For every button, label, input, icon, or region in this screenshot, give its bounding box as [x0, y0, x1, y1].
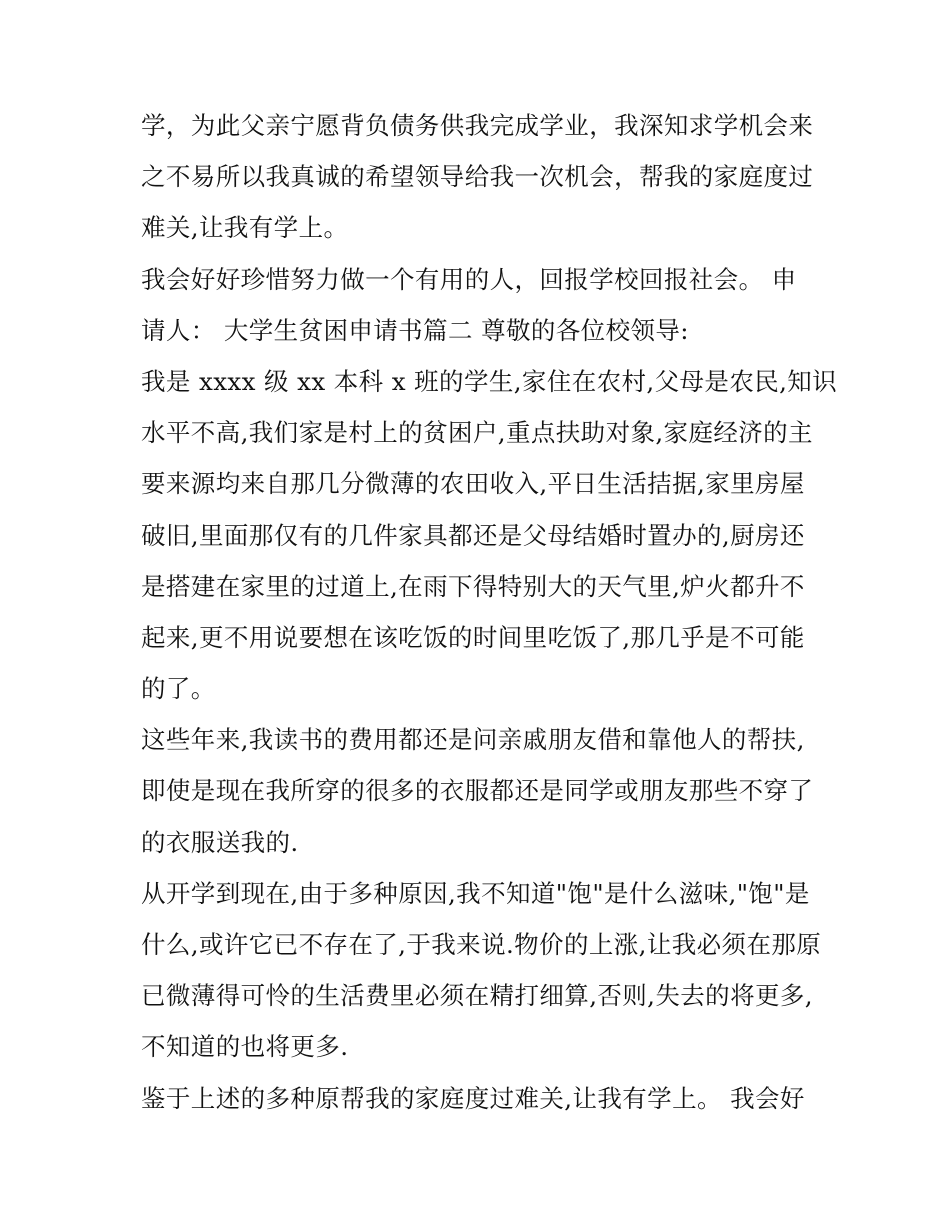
text-line: 什么,或许它已不存在了,于我来说.物价的上涨,让我必须在那原: [141, 930, 822, 959]
text-line: 从开学到现在,由于多种原因,我不知道"饱"是什么滋味,"饱"是: [141, 878, 810, 908]
text-line: 破旧,里面那仅有的几件家具都还是父母结婚时置办的,厨房还: [141, 520, 805, 550]
text-line: 即使是现在我所穿的很多的衣服都还是同学或朋友那些不穿了: [141, 776, 814, 806]
text-line: 已微薄得可怜的生活费里必须在精打细算,否则,失去的将更多,: [141, 981, 813, 1011]
text-line: 难关,让我有学上。: [141, 213, 349, 243]
text-line: 之不易所以我真诚的希望领导给我一次机会，帮我的家庭度过: [141, 162, 814, 192]
text-line: 水平不高,我们家是村上的贫困户,重点扶助对象,家庭经济的主: [141, 418, 813, 448]
text-line: 鉴于上述的多种原帮我的家庭度过难关,让我有学上。 我会好: [141, 1083, 805, 1113]
text-line: 我会好好珍惜努力做一个有用的人，回报学校回报社会。 申: [141, 264, 797, 294]
text-line: 是搭建在家里的过道上,在雨下得特别大的天气里,炉火都升不: [141, 571, 805, 601]
text-line: 我是 xxxx 级 xx 本科 x 班的学生,家住在农村,父母是农民,知识: [141, 366, 838, 396]
text-line: 的衣服送我的.: [141, 827, 299, 857]
text-line: 请人： 大学生贫困申请书篇二 尊敬的各位校领导:: [141, 315, 689, 345]
text-line: 学，为此父亲宁愿背负债务供我完成学业，我深知求学机会来: [141, 111, 814, 140]
text-line: 要来源均来自那几分微薄的农田收入,平日生活拮据,家里房屋: [141, 469, 805, 499]
text-line: 的了。: [141, 674, 216, 704]
text-line: 这些年来,我读书的费用都还是问亲戚朋友借和靠他人的帮扶,: [141, 725, 805, 755]
text-line: 不知道的也将更多.: [141, 1032, 349, 1062]
text-line: 起来,更不用说要想在该吃饭的时间里吃饭了,那几乎是不可能: [141, 622, 805, 652]
body-text: [141, 100, 838, 1124]
